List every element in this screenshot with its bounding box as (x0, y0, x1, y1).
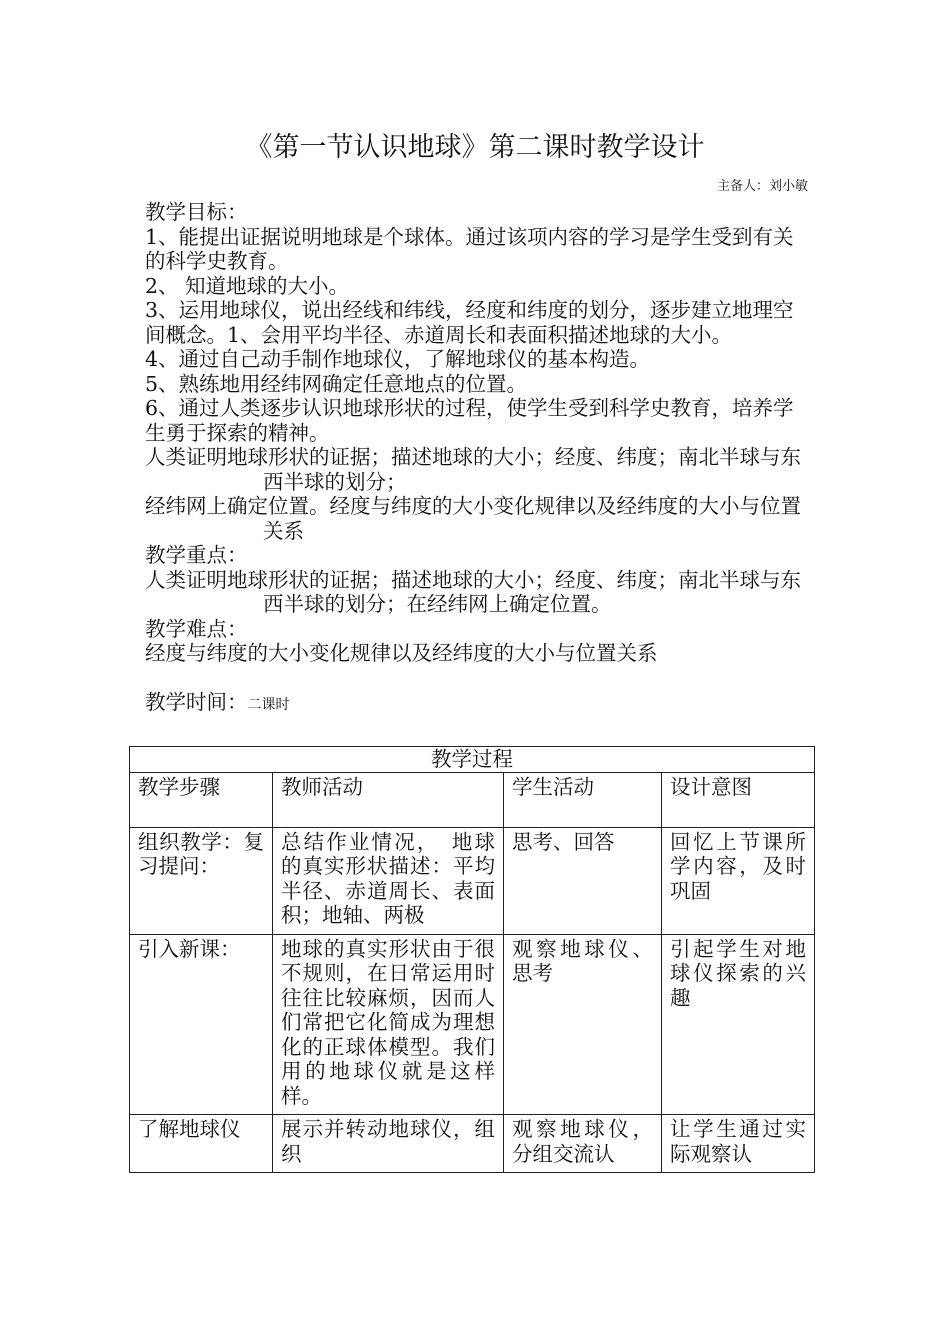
objective-item: 6、通过人类逐步认识地球形状的过程，使学生受到科学史教育，培养学生勇于探索的精神。 (145, 396, 794, 445)
author-line: 主备人：刘小敏 (716, 179, 808, 194)
objective-item: 3、运用地球仪，说出经线和纬线，经度和纬度的划分，逐步建立地理空间概念。1、会用平均半径、赤道周长和表面积描述地球的大小。 (145, 298, 794, 347)
table-header-row (130, 772, 815, 827)
difficulties-heading: 教学难点： (145, 616, 248, 641)
cell-teacher: 展示并转动地球仪，组织 (273, 1115, 504, 1173)
objective-item: 1、能提出证据说明地球是个球体。通过该项内容的学习是学生受到有关的科学史教育。 (145, 224, 794, 273)
cell-student: 观察地球仪、思考 (504, 934, 662, 1115)
cell-step: 了解地球仪 (130, 1115, 273, 1173)
objective-item: 4、通过自己动手制作地球仪，了解地球仪的基本构造。 (145, 347, 651, 371)
spacer (145, 666, 813, 690)
teaching-process-table (129, 746, 815, 1173)
teaching-time-value: 二课时 (247, 696, 290, 713)
document-title: 《第一节认识地球》第二课时教学设计 (245, 132, 705, 163)
table-caption: 教学过程 (130, 747, 815, 773)
header-step: 教学步骤 (130, 772, 273, 827)
document-body (145, 200, 813, 717)
key-points-text: 人类证明地球形状的证据；描述地球的大小；经度、纬度；南北半球与东西半球的划分；在经纬网上确定位置。 (145, 567, 801, 616)
cell-intent: 引起学生对地球仪探索的兴趣 (662, 934, 815, 1115)
header-student: 学生活动 (504, 772, 662, 827)
difficulties-text: 经度与纬度的大小变化规律以及经纬度的大小与位置关系 (145, 641, 658, 665)
cell-student: 观察地球仪，分组交流认 (504, 1115, 662, 1173)
objective-item: 2、 知道地球的大小。 (145, 273, 350, 298)
objectives-heading: 教学目标： (145, 200, 248, 224)
table-row (130, 827, 815, 934)
key-points-heading: 教学重点： (145, 543, 248, 567)
cell-step: 组织教学：复习提问： (130, 827, 273, 934)
table-row (130, 934, 815, 1115)
objective-item: 5、熟练地用经纬网确定任意地点的位置。 (145, 371, 528, 396)
cell-step: 引入新课： (130, 934, 273, 1115)
header-teacher: 教师活动 (273, 772, 504, 827)
cell-intent: 回忆上节课所学内容，及时巩固 (662, 827, 815, 934)
content-item: 人类证明地球形状的证据；描述地球的大小；经度、纬度；南北半球与东西半球的划分； (145, 445, 801, 494)
header-intent: 设计意图 (662, 772, 815, 827)
teaching-time (145, 690, 813, 718)
cell-student: 思考、回答 (504, 827, 662, 934)
cell-teacher: 地球的真实形状由于很不规则，在日常运用时往往比较麻烦，因而人们常把它化简成为理想化的正球体模型。我们用的地球仪就是这样样。 (273, 934, 504, 1115)
content-item: 经纬网上确定位置。经度与纬度的大小变化规律以及经纬度的大小与位置关系 (145, 494, 801, 543)
cell-teacher: 总结作业情况， 地球的真实形状描述：平均半径、赤道周长、表面积；地轴、两极 (273, 827, 504, 934)
teaching-time-label: 教学时间： (145, 689, 248, 714)
cell-intent: 让学生通过实际观察认 (662, 1115, 815, 1173)
table-row (130, 1115, 815, 1173)
